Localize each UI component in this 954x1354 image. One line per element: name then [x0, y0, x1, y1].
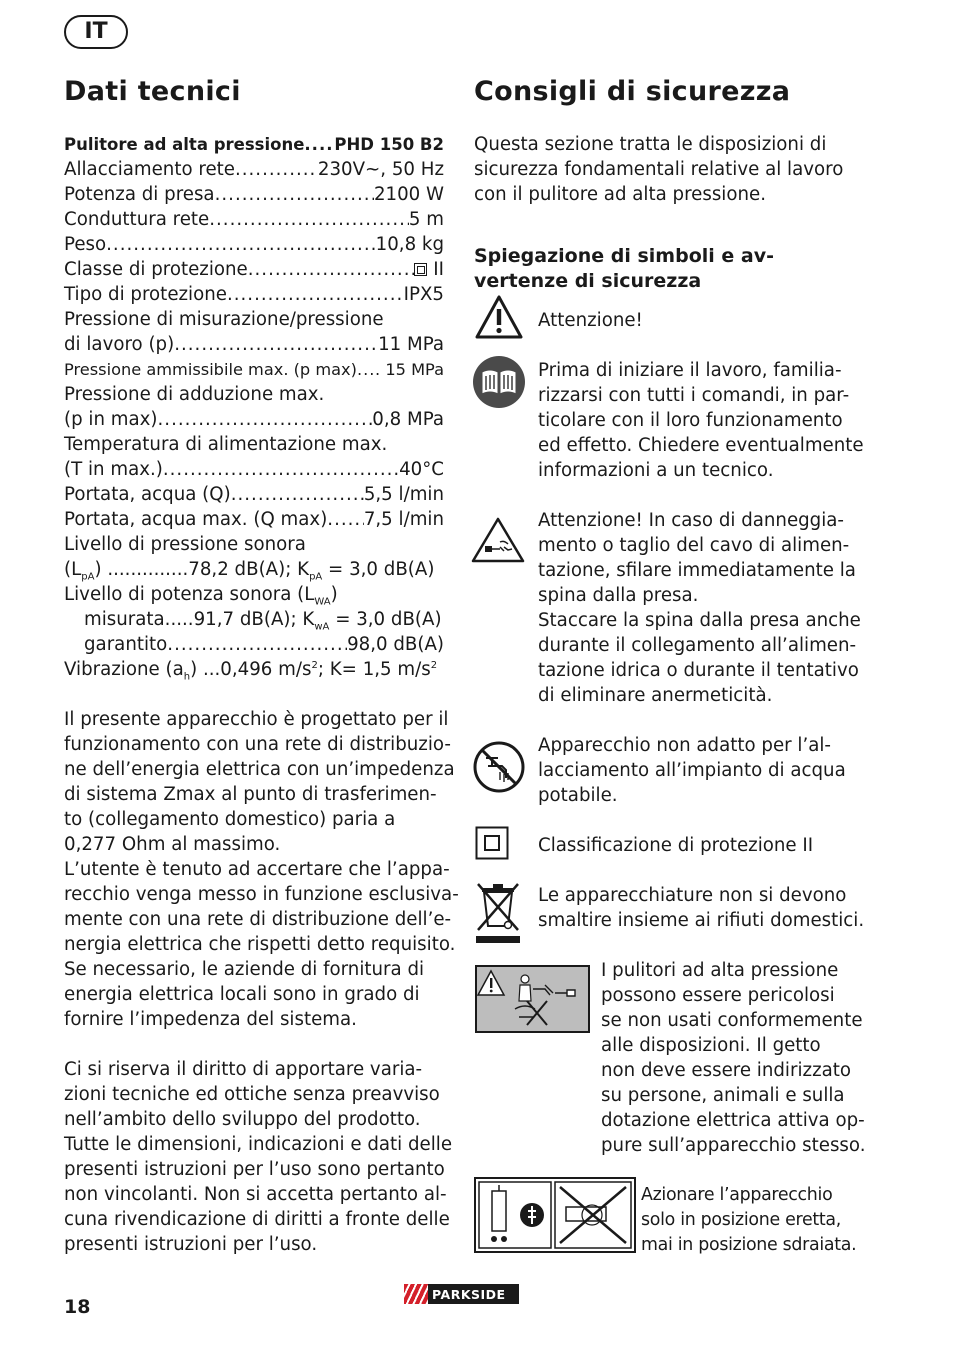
- text-line: dotazione elettrica attiva op-: [601, 1110, 865, 1131]
- symbol-description: [538, 358, 864, 483]
- text-line: Questa sezione tratta le disposizioni di: [474, 134, 827, 155]
- text-line: fornire l’impedenza del sistema.: [64, 1009, 357, 1030]
- text-line: non vincolanti. Non si accetta pertanto al-: [64, 1184, 447, 1205]
- text-line: di eliminare anermeticità.: [538, 685, 773, 706]
- spray-hazard-icon: [475, 965, 590, 1033]
- text-line: nergia elettrica che rispetti detto requisito.: [64, 934, 456, 955]
- text-line: pure sull’apparecchio stesso.: [601, 1135, 866, 1156]
- text-line: alle disposizioni. Il getto: [601, 1035, 821, 1056]
- text-line: mento o taglio del cavo di alimen-: [538, 535, 850, 556]
- text-line: Classificazione di protezione II: [538, 835, 814, 856]
- upright-position-icon: [474, 1177, 636, 1253]
- spec-row: (p in max) ..... 0,8 MPa: [64, 407, 444, 432]
- spec-row: Pressione ammissibile max. (p max) ..... . 15 MPa: [64, 357, 444, 382]
- symbol-description: [538, 883, 864, 933]
- logo-stripes-icon: [404, 1284, 428, 1304]
- page-number: 18: [64, 1296, 91, 1318]
- text-line: funzionamento con una rete di distribuzio-: [64, 734, 451, 755]
- spec-row: Classe di protezione ..... II: [64, 257, 444, 282]
- text-line: recchio venga messo in funzione esclusiva-: [64, 884, 459, 905]
- text-line: se non usati conformemente: [601, 1010, 863, 1031]
- spec-row: di lavoro (p) ..... 11 MPa: [64, 332, 444, 357]
- symbol-description: [538, 833, 813, 858]
- text-line: ticolare con il loro funzionamento: [538, 410, 843, 431]
- spec-row: Pulitore ad alta pressione ..... PHD 150 B2: [64, 132, 444, 157]
- damaged-cable-warning-icon: [470, 516, 526, 564]
- text-line: Il presente apparecchio è progettato per il: [64, 709, 449, 730]
- text-line: possono essere pericolosi: [601, 985, 835, 1006]
- text-line: ed effetto. Chiedere eventualmente: [538, 435, 864, 456]
- technical-data-title: Dati tecnici: [64, 76, 241, 107]
- sound-power-measured-row: misurata.....91,7 dB(A); $K_{wA} = 3,0$ dB(A): [84, 609, 442, 633]
- spec-row: Allacciamento rete ..... 230V~, 50 Hz: [64, 157, 444, 182]
- text-line: presenti istruzioni per l’uso.: [64, 1234, 318, 1255]
- vibration-row: Vibrazione $(a_h)$ ...0,496 $m/s^2$; K= 1,5 $m/s^2$: [64, 659, 438, 683]
- text-line: tazione idrica o durante il tentativo: [538, 660, 859, 681]
- text-line: nell’ambito dello sviluppo del prodotto.: [64, 1109, 421, 1130]
- spec-row: Portata, acqua max. (Q max) ..... 7,5 l/min: [64, 507, 444, 532]
- symbol-description: [538, 508, 861, 708]
- warning-triangle-icon: [474, 294, 524, 340]
- safety-column: [474, 132, 874, 294]
- spec-line: Pressione di misurazione/pressione: [64, 309, 384, 330]
- text-line: potabile.: [538, 785, 618, 806]
- text-line: Prima di iniziare il lavoro, familia-: [538, 360, 842, 381]
- text-line: energia elettrica locali sono in grado di: [64, 984, 420, 1005]
- text-line: tazione, sfilare immediatamente la: [538, 560, 856, 581]
- text-line: Attenzione! In caso di danneggia-: [538, 510, 844, 531]
- manual-book-icon: [472, 355, 526, 409]
- text-line: mente con una rete di distribuzione dell’e-: [64, 909, 452, 930]
- weee-bin-icon: [474, 878, 522, 944]
- spec-row: Conduttura rete ..... 5 m: [64, 207, 444, 232]
- symbol-description: [601, 958, 865, 1158]
- text-line: non deve essere indirizzato: [601, 1060, 852, 1081]
- text-line: Ci si riserva il diritto di apportare varia-: [64, 1059, 423, 1080]
- symbol-description: [641, 1183, 856, 1258]
- safety-intro-paragraph: [474, 132, 874, 207]
- text-line: presenti istruzioni per l’uso sono pertanto: [64, 1159, 445, 1180]
- symbol-description: [538, 308, 643, 333]
- no-drinking-water-icon: [472, 740, 526, 794]
- sound-power-row: Livello di potenza sonora $(L_{WA})$: [64, 584, 338, 608]
- text-line: L’utente è tenuto ad accertare che l’appa-: [64, 859, 450, 880]
- text-line: Le apparecchiature non si devono: [538, 885, 847, 906]
- text-line: durante il collegamento all’alimen-: [538, 635, 857, 656]
- text-line: rizzarsi con tutti i comandi, in par-: [538, 385, 850, 406]
- spec-line: Livello di pressione sonora: [64, 534, 306, 555]
- text-line: Azionare l’apparecchio: [641, 1185, 833, 1205]
- text-line: 0,277 Ohm al massimo.: [64, 834, 281, 855]
- text-line: solo in posizione eretta,: [641, 1210, 841, 1230]
- spec-row: (T in max.) ..... 40°C: [64, 457, 444, 482]
- sound-power-guaranteed-row: garantito ..... 98,0 dB(A): [64, 632, 444, 657]
- text-line: Se necessario, le aziende di fornitura di: [64, 959, 425, 980]
- reservation-paragraph: [64, 1057, 453, 1257]
- text-line: informazioni a un tecnico.: [538, 460, 774, 481]
- spec-row: Peso ..... 10,8 kg: [64, 232, 444, 257]
- symbols-subtitle: Spiegazione di simboli e av- vertenze di sicurezza: [474, 245, 774, 292]
- symbol-description: [538, 733, 846, 808]
- text-line: zioni tecniche ed ottiche senza preavviso: [64, 1084, 440, 1105]
- text-line: lacciamento all’impianto di acqua: [538, 760, 846, 781]
- technical-data-column: [64, 132, 459, 1257]
- text-line: cuna rivendicazione di diritti a fronte delle: [64, 1209, 450, 1230]
- text-line: Attenzione!: [538, 310, 643, 331]
- text-line: mai in posizione sdraiata.: [641, 1235, 857, 1255]
- text-line: Tutte le dimensioni, indicazioni e dati delle: [64, 1134, 453, 1155]
- text-line: spina dalla presa.: [538, 585, 699, 606]
- spec-line: Temperatura di alimentazione max.: [64, 434, 388, 455]
- impedance-paragraph: [64, 707, 459, 1032]
- safety-advice-title: Consigli di sicurezza: [474, 76, 791, 107]
- text-line: con il pulitore ad alta pressione.: [474, 184, 766, 205]
- text-line: di sistema Zmax al punto di trasferimen-: [64, 784, 437, 805]
- protection-class-ii-icon: [475, 826, 509, 860]
- text-line: I pulitori ad alta pressione: [601, 960, 839, 981]
- spec-line: Pressione di adduzione max.: [64, 384, 325, 405]
- brand-logo: PARKSIDE: [404, 1284, 519, 1304]
- text-line: smaltire insieme ai rifiuti domestici.: [538, 910, 865, 931]
- text-line: Staccare la spina dalla presa anche: [538, 610, 861, 631]
- text-line: sicurezza fondamentali relative al lavoro: [474, 159, 844, 180]
- language-badge: IT: [64, 15, 128, 49]
- text-line: su persone, animali e sulla: [601, 1085, 845, 1106]
- spec-row: Tipo di protezione ..... IPX5: [64, 282, 444, 307]
- protection-class-icon: [414, 263, 427, 276]
- text-line: Apparecchio non adatto per l’al-: [538, 735, 831, 756]
- spec-row: Potenza di presa ..... 2100 W: [64, 182, 444, 207]
- spec-row: Portata, acqua (Q) ..... 5,5 l/min: [64, 482, 444, 507]
- text-line: to (collegamento domestico) paria a: [64, 809, 396, 830]
- text-line: ne dell’energia elettrica con un’impedenza: [64, 759, 455, 780]
- sound-pressure-row: $(L_{pA})$ ..............78,2 dB(A); $K_{pA} = 3,0$ dB(A): [64, 559, 435, 583]
